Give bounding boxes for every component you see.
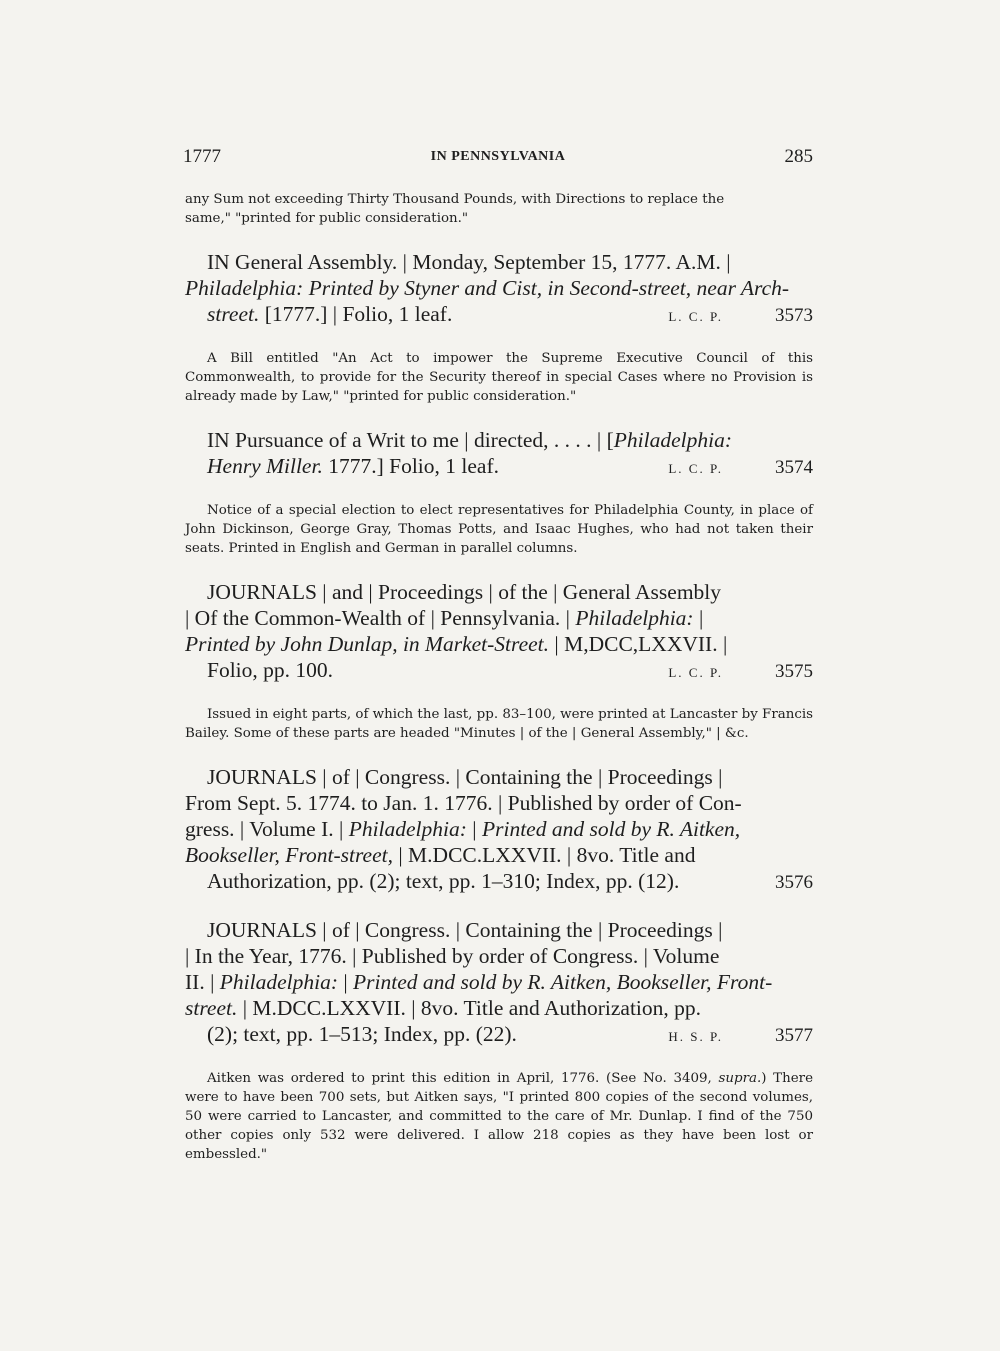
entry-title: JOURNALS | of | Congress. | Containing the | Proceedings | From Sept. 5. 1774. to Jan. 1. 1776. | Published by order of Con- gress. | Volume I. | Philadelphia: | Printed and sold by R. Aitken, Bookseller, Front-street, | M.DCC.LXXVII. | 8vo. Title and Authorization, pp. (2); text, pp. 1–310; Index, pp. (12). 3576 [185, 764, 813, 896]
entry-number: 3573 [775, 305, 813, 326]
entry-title: JOURNALS | and | Proceedings | of the | General Assembly | Of the Common-Wealth of | Pennsylvania. | Philadelphia: | Printed by John Dunlap, in Market-Street. | M,DCC,LXXVII. | Folio, pp. 100. L. C. P. 3575 [185, 579, 813, 686]
library-location: H. S. P. [668, 1029, 723, 1044]
entry-title: JOURNALS | of | Congress. | Containing the | Proceedings | | In the Year, 1776. | Published by order of Congress. | Volume II. | Philadelphia: | Printed and sold by R. Aitken, Bookseller, Front- street. | M.DCC.LXXVII. | 8vo. Title and Authorization, pp. (2); text, pp. 1–513; Index, pp. (22). H. S. P. 3577 [185, 917, 813, 1050]
entry-number: 3575 [775, 661, 813, 682]
library-location: L. C. P. [668, 309, 723, 324]
entry-number: 3576 [775, 872, 813, 893]
entry-note: Notice of a special election to elect representatives for Philadelphia County, in place of John Dickinson, George Gray, Thomas Potts, and Isaac Hughes, who had not taken their seats. Printed in English and German in parallel columns. [185, 503, 813, 556]
entry-3575 [185, 579, 813, 743]
entry-title: IN Pursuance of a Writ to me | directed, . . . . | [Philadelphia: Henry Miller. 1777.] Folio, 1 leaf. L. C. P. 3574 [185, 427, 813, 482]
entry-note: Aitken was ordered to print this edition in April, 1776. (See No. 3409, supra.) There were to have been 700 sets, but Aitken says, "I printed 800 copies of the second volumes, 50 were carried to Lancaster, and committed to the care of Mr. Dunlap. I find of the 750 other copies only 532 were delivered. I allow 218 copies as they have been lost or embessled." [185, 1071, 813, 1162]
entry-note: A Bill entitled "An Act to impower the Supreme Executive Council of this Commonwealth, to provide for the Security thereof in special Cases where no Provision is already made by Law," "printed for public consideration." [185, 351, 813, 404]
library-location: L. C. P. [668, 665, 723, 680]
entry-number: 3574 [775, 457, 813, 478]
running-header [183, 146, 813, 172]
library-location: L. C. P. [668, 461, 723, 476]
page-body [185, 190, 813, 1164]
entry-note: Issued in eight parts, of which the last, pp. 83–100, were printed at Lancaster by Francis Bailey. Some of these parts are headed "Minutes | of the | General Assembly," | &c. [185, 707, 813, 741]
entry-number: 3577 [775, 1025, 813, 1046]
continued-note: any Sum not exceeding Thirty Thousand Pounds, with Directions to replace the same," "printed for public consideration." [185, 192, 725, 226]
entry-3573 [185, 249, 813, 406]
header-year: 1777 [183, 146, 221, 167]
page-number: 285 [784, 146, 813, 167]
entry-3577 [185, 917, 813, 1164]
entry-3576 [185, 764, 813, 896]
header-title: IN PENNSYLVANIA [430, 149, 566, 164]
entry-title: IN General Assembly. | Monday, September 15, 1777. A.M. | Philadelphia: Printed by Styner and Cist, in Second-street, near Arch- street. [1777.] | Folio, 1 leaf. L. C. P. 3573 [185, 249, 813, 330]
entry-3574 [185, 427, 813, 558]
